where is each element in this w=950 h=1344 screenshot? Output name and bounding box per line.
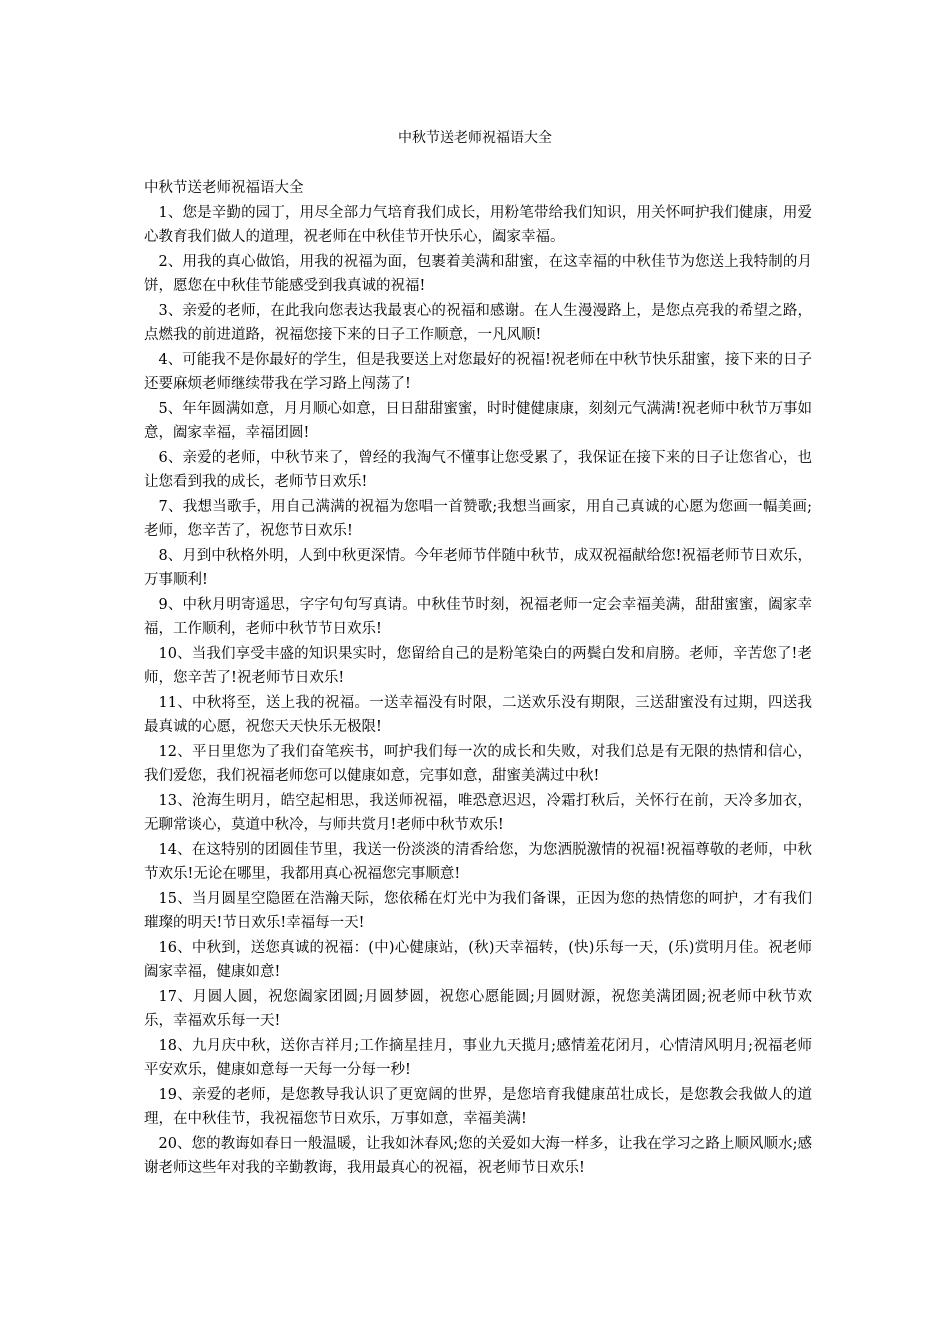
paragraph-18: 18、九月庆中秋，送你吉祥月;工作摘星挂月，事业九天揽月;感情羞花闭月，心情清风明月;祝福老师平安欢乐，健康如意每一天每一分每一秒!: [144, 1037, 812, 1078]
paragraph-10: 10、当我们享受丰盛的知识果实时，您留给自己的是粉笔染白的两鬓白发和肩膀。老师，辛苦您了!老师，您辛苦了!祝老师节日欢乐!: [144, 645, 812, 686]
document-body: [144, 176, 812, 1181]
document-subtitle: 中秋节送老师祝福语大全: [144, 180, 304, 196]
paragraph-17: 17、月圆人圆，祝您阖家团圆;月圆梦圆，祝您心愿能圆;月圆财源，祝您美满团圆;祝老师中秋节欢乐，幸福欢乐每一天!: [144, 988, 812, 1029]
paragraph-11: 11、中秋将至，送上我的祝福。一送幸福没有时限，二送欢乐没有期限，三送甜蜜没有过期，四送我最真诚的心愿，祝您天天快乐无极限!: [144, 694, 812, 735]
paragraph-6: 6、亲爱的老师，中秋节来了，曾经的我淘气不懂事让您受累了，我保证在接下来的日子让您省心，也让您看到我的成长，老师节日欢乐!: [144, 449, 812, 490]
paragraph-4: 4、可能我不是你最好的学生，但是我要送上对您最好的祝福!祝老师在中秋节快乐甜蜜，接下来的日子还要麻烦老师继续带我在学习路上闯荡了!: [144, 351, 812, 392]
paragraph-13: 13、沧海生明月，皓空起相思，我送师祝福，唯恐意迟迟，冷霜打秋后，关怀行在前，天冷多加衣，无聊常谈心，莫道中秋冷，与师共赏月!老师中秋节欢乐!: [144, 792, 812, 833]
document-title: 中秋节送老师祝福语大全: [398, 130, 552, 146]
paragraph-19: 19、亲爱的老师，是您教导我认识了更宽阔的世界，是您培育我健康茁壮成长，是您教会我做人的道理，在中秋佳节，我祝福您节日欢乐，万事如意，幸福美满!: [144, 1086, 812, 1127]
paragraph-20: 20、您的教诲如春日一般温暖，让我如沐春风;您的关爱如大海一样多，让我在学习之路上顺风顺水;感谢老师这些年对我的辛勤教诲，我用最真心的祝福，祝老师节日欢乐!: [144, 1135, 812, 1176]
paragraph-7: 7、我想当歌手，用自己满满的祝福为您唱一首赞歌;我想当画家，用自己真诚的心愿为您画一幅美画;老师，您辛苦了，祝您节日欢乐!: [144, 498, 812, 539]
paragraph-1: 1、您是辛勤的园丁，用尽全部力气培育我们成长，用粉笔带给我们知识，用关怀呵护我们健康，用爱心教育我们做人的道理，祝老师在中秋佳节开快乐心，阖家幸福。: [144, 204, 812, 245]
paragraph-14: 14、在这特别的团圆佳节里，我送一份淡淡的清香给您，为您洒脱激情的祝福!祝福尊敬的老师，中秋节欢乐!无论在哪里，我都用真心祝福您完事顺意!: [144, 841, 812, 882]
paragraph-2: 2、用我的真心做馅，用我的祝福为面，包裹着美满和甜蜜，在这幸福的中秋佳节为您送上我特制的月饼，愿您在中秋佳节能感受到我真诚的祝福!: [144, 253, 812, 294]
paragraph-9: 9、中秋月明寄遥思，字字句句写真请。中秋佳节时刻，祝福老师一定会幸福美满，甜甜蜜蜜，阖家幸福，工作顺利，老师中秋节节日欢乐!: [144, 596, 812, 637]
paragraph-12: 12、平日里您为了我们奋笔疾书，呵护我们每一次的成长和失败，对我们总是有无限的热情和信心，我们爱您，我们祝福老师您可以健康如意，完事如意，甜蜜美满过中秋!: [144, 743, 812, 784]
paragraph-8: 8、月到中秋格外明，人到中秋更深情。今年老师节伴随中秋节，成双祝福献给您!祝福老师节日欢乐，万事顺利!: [144, 547, 812, 588]
paragraph-3: 3、亲爱的老师，在此我向您表达我最衷心的祝福和感谢。在人生漫漫路上，是您点亮我的希望之路，点燃我的前进道路，祝福您接下来的日子工作顺意，一凡风顺!: [144, 302, 812, 343]
paragraph-15: 15、当月圆星空隐匿在浩瀚天际，您依稀在灯光中为我们备课，正因为您的热情您的呵护，才有我们璀璨的明天!节日欢乐!幸福每一天!: [144, 890, 812, 931]
paragraph-16: 16、中秋到，送您真诚的祝福：(中)心健康站，(秋)天幸福转，(快)乐每一天，(乐)赏明月佳。祝老师阖家幸福，健康如意!: [144, 939, 812, 980]
paragraph-5: 5、年年圆满如意，月月顺心如意，日日甜甜蜜蜜，时时健健康康，刻刻元气满满!祝老师中秋节万事如意，阖家幸福，幸福团圆!: [144, 400, 812, 441]
